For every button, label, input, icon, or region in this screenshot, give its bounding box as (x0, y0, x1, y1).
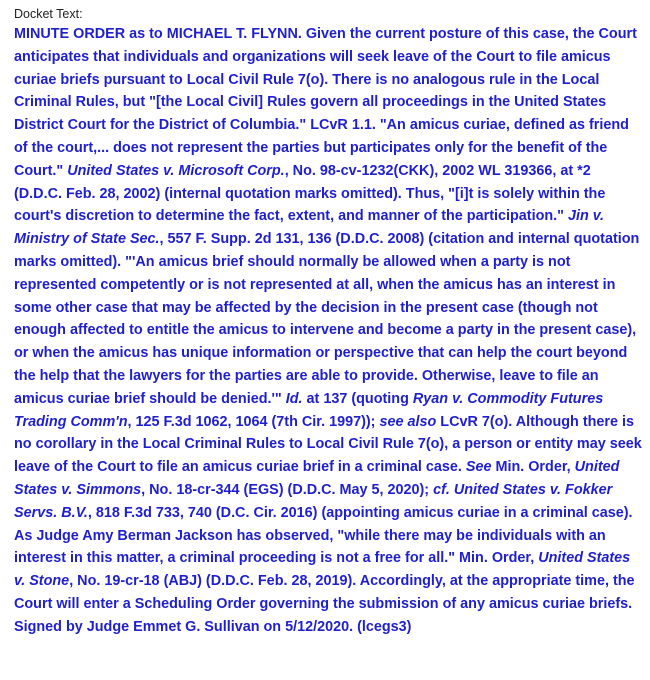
text-segment: , 557 F. Supp. 2d 131, 136 (D.D.C. 2008) (citation and internal quotation marks omitted). "'An amicus brief should normally be allowed when a party is not represented competently or is not represented at all, when the amicus has an interest in some other case that may be affected by the decision in the present case (though not enough affected to entitle the amicus to intervene and become a party in the present case), or when the amicus has unique information or perspective that can help the court beyond the help that the lawyers for the parties are able to provide. Otherwise, leave to file an amicus curiae brief should be denied.'" (14, 231, 640, 407)
signal-word: see also (379, 413, 437, 430)
case-citation: cf. United States v. Fokker Servs. B.V. (14, 481, 613, 521)
text-segment: at 137 (quoting (302, 390, 413, 407)
case-citation: United States v. Microsoft Corp. (67, 162, 285, 179)
case-citation: Jin v. Ministry of State Sec. (14, 208, 604, 248)
case-citation: United States v. Simmons (14, 459, 620, 498)
case-citation: Ryan v. Commodity Futures Trading Comm'n (14, 390, 604, 430)
docket-text-body (14, 23, 642, 639)
signal-word: See (465, 459, 492, 476)
text-segment: , 818 F.3d 733, 740 (D.C. Cir. 2016) (appointing amicus curiae in a criminal case). As Judge Amy Berman Jackson has observed, "while there may be individuals with an interest in this matter, a criminal proceeding is not a free for all." Min. Order, (14, 504, 633, 567)
text-segment: LCvR 7(o). Although there is no corollary in the Local Criminal Rules to Local Civil Rule 7(o), a person or entity may seek leave of the Court to file an amicus curiae brief in a criminal case. (14, 413, 642, 476)
text-segment: MINUTE ORDER as to MICHAEL T. FLYNN. Given the current posture of this case, the Court anticipates that individuals and organizations will seek leave of the Court to file amicus curiae briefs pursuant to Local Civil Rule 7(o). There is no analogous rule in the Local Criminal Rules, but "[the Local Civil] Rules govern all proceedings in the United States District Court for the District of Columbia." LCvR 1.1. "An amicus curiae, defined as friend of the court,... does not represent the parties but participates only for the benefit of the Court." (14, 26, 637, 179)
text-segment: , 125 F.3d 1062, 1064 (7th Cir. 1997)); (127, 413, 380, 430)
case-citation: United States v. Stone (14, 550, 631, 590)
docket-text-label: Docket Text: (14, 7, 83, 21)
text-segment: , No. 18-cr-344 (EGS) (D.D.C. May 5, 2020); (141, 481, 434, 498)
case-citation: Id. (285, 390, 303, 407)
text-segment: , No. 19-cr-18 (ABJ) (D.D.C. Feb. 28, 2019). Accordingly, at the appropriate time, the Court will enter a Scheduling Order governing the submission of any amicus curiae briefs. Signed by Judge Emmet G. Sullivan on 5/12/2020. (lcegs3) (14, 573, 635, 635)
text-segment: Min. Order, (491, 459, 575, 476)
text-segment: , No. 98-cv-1232(CKK), 2002 WL 319366, at *2 (D.D.C. Feb. 28, 2002) (internal quotation marks omitted). Thus, "[i]t is solely within the court's discretion to determine the fact, extent, and manner of the participation." (14, 162, 606, 225)
